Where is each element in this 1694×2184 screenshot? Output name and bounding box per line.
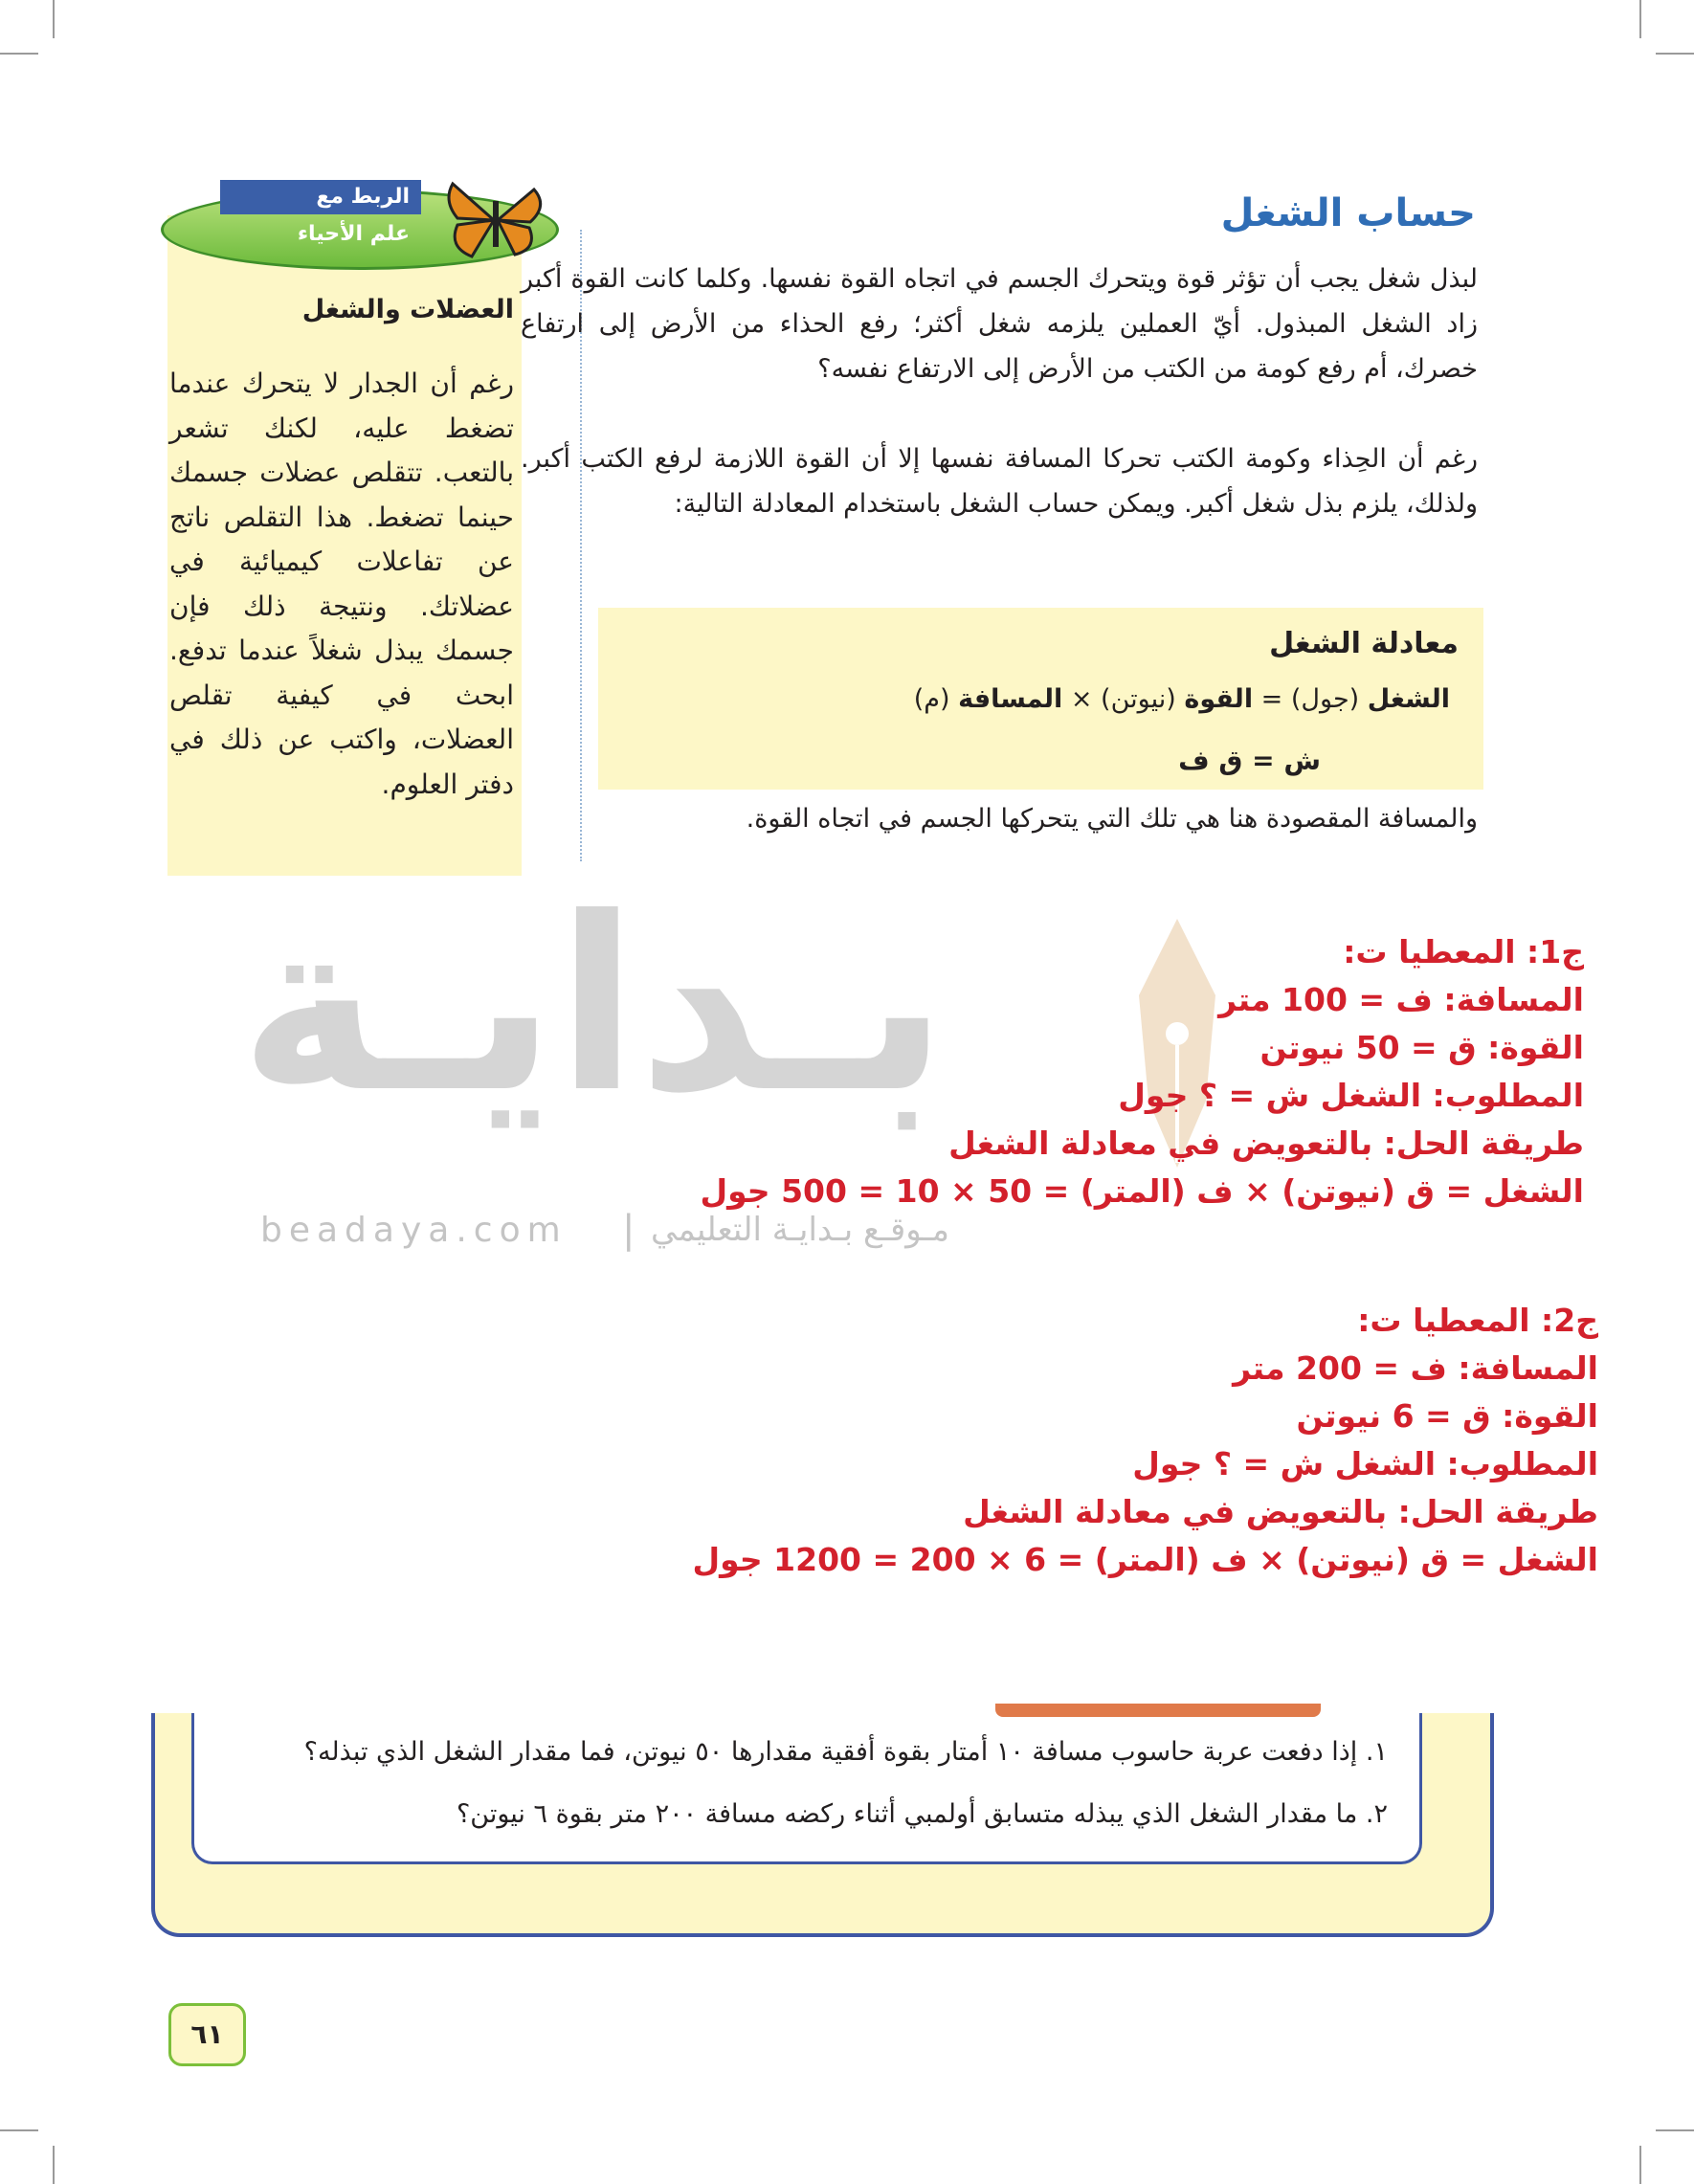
answer2-distance: المسافة: ف = 200 متر — [1233, 1349, 1598, 1387]
exercise-question-1: ١. إذا دفعت عربة حاسوب مسافة ١٠ أمتار بقوة أفقية مقدارها ٥٠ نيوتن، فما مقدار الشغل الذي تبذله؟ — [303, 1737, 1388, 1767]
answer2-required: المطلوب: الشغل ش = ؟ جول — [1132, 1445, 1598, 1482]
eq-distance-word: المسافة — [958, 684, 1063, 714]
page-number: ٦١ — [168, 2003, 246, 2066]
section-title: حساب الشغل — [1220, 191, 1476, 235]
eq-work-word: الشغل — [1367, 684, 1450, 714]
explanation-paragraph: رغم أن الحِذاء وكومة الكتب تحركا المسافة نفسها إلا أن القوة اللازمة لرفع الكتب أكبر. ولذلك، يلزم بذل شغل أكبر. ويمكن حساب الشغل باستخدام المعادلة التالية: — [521, 444, 1478, 519]
crop-mark — [0, 53, 38, 55]
crop-mark — [1639, 0, 1641, 38]
exercise-question-2: ٢. ما مقدار الشغل الذي يبذله متسابق أولمبي أثناء ركضه مسافة ٢٠٠ متر بقوة ٦ نيوتن؟ — [456, 1799, 1388, 1829]
answer1-required: المطلوب: الشغل ش = ؟ جول — [1118, 1077, 1584, 1114]
crop-mark — [0, 2129, 38, 2131]
eq-unit-joule: (جول) = — [1253, 684, 1368, 714]
watermark-logo-text: بـدايـة — [239, 866, 948, 1145]
exercise-tab — [995, 1704, 1321, 1717]
exercise-inner-box — [191, 1713, 1422, 1864]
watermark-separator: | — [622, 1208, 635, 1252]
eq-force-word: القوة — [1184, 684, 1254, 714]
answer2-heading: ج2: المعطيا ت: — [1357, 1302, 1598, 1339]
sidebar-title: العضلات والشغل — [301, 295, 514, 324]
answer1-distance: المسافة: ف = 100 متر — [1218, 981, 1584, 1018]
butterfly-icon — [438, 172, 553, 268]
crop-mark — [1639, 2146, 1641, 2184]
eq-unit-newton: (نيوتن) × — [1062, 684, 1185, 714]
badge-tag-bottom: علم الأحياء — [297, 222, 410, 246]
biology-link-badge — [161, 172, 553, 268]
crop-mark — [1656, 2129, 1694, 2131]
answer1-heading: ج1: المعطيا ت: — [1343, 933, 1584, 970]
answer1-result: الشغل = ق (نيوتن) × ف (المتر) = 50 × 10 = 500 جول — [700, 1172, 1584, 1210]
answer2-force: القوة: ق = 6 نيوتن — [1296, 1397, 1598, 1435]
crop-mark — [53, 0, 55, 38]
badge-tag-top: الربط مع — [220, 180, 421, 214]
answer2-result: الشغل = ق (نيوتن) × ف (المتر) = 6 × 200 = 1200 جول — [692, 1541, 1598, 1578]
answer1-method: طريقة الحل: بالتعويض في معادلة الشغل — [948, 1125, 1584, 1162]
watermark-url: beadaya.com — [260, 1211, 568, 1250]
equation-words — [914, 684, 1450, 714]
watermark-site-name: مـوقـع بـدايـة التعليمي — [651, 1211, 950, 1249]
crop-mark — [1656, 53, 1694, 55]
intro-paragraph: لبذل شغل يجب أن تؤثر قوة ويتحرك الجسم في اتجاه القوة نفسها. وكلما كانت القوة أكبر زاد الشغل المبذول. أيّ العملين يلزمه شغل أكثر؛ رفع الحذاء من الأرض إلى ارتفاع خصرك، أم رفع كومة من الكتب من الأرض إلى الارتفاع نفسه؟ — [521, 264, 1478, 384]
distance-note: والمسافة المقصودة هنا هي تلك التي يتحركها الجسم في اتجاه القوة. — [746, 804, 1478, 834]
eq-unit-meter: (م) — [913, 684, 959, 714]
equation-title: معادلة الشغل — [1269, 627, 1459, 660]
crop-mark — [53, 2146, 55, 2184]
sidebar-body: رغم أن الجدار لا يتحرك عندما تضغط عليه، لكنك تشعر بالتعب. تتقلص عضلات جسمك حينما تضغط. هذا التقلص ناتج عن تفاعلات كيميائية في عضلاتك. ونتيجة ذلك فإن جسمك يبذل شغلاً عندما تدفع. ابحث في كيفية تقلص العضلات، واكتب عن ذلك في دفتر العلوم. — [169, 368, 514, 800]
answer1-force: القوة: ق = 50 نيوتن — [1259, 1029, 1584, 1066]
answer2-method: طريقة الحل: بالتعويض في معادلة الشغل — [963, 1493, 1598, 1530]
equation-symbols: ش = ق ف — [1178, 745, 1321, 776]
